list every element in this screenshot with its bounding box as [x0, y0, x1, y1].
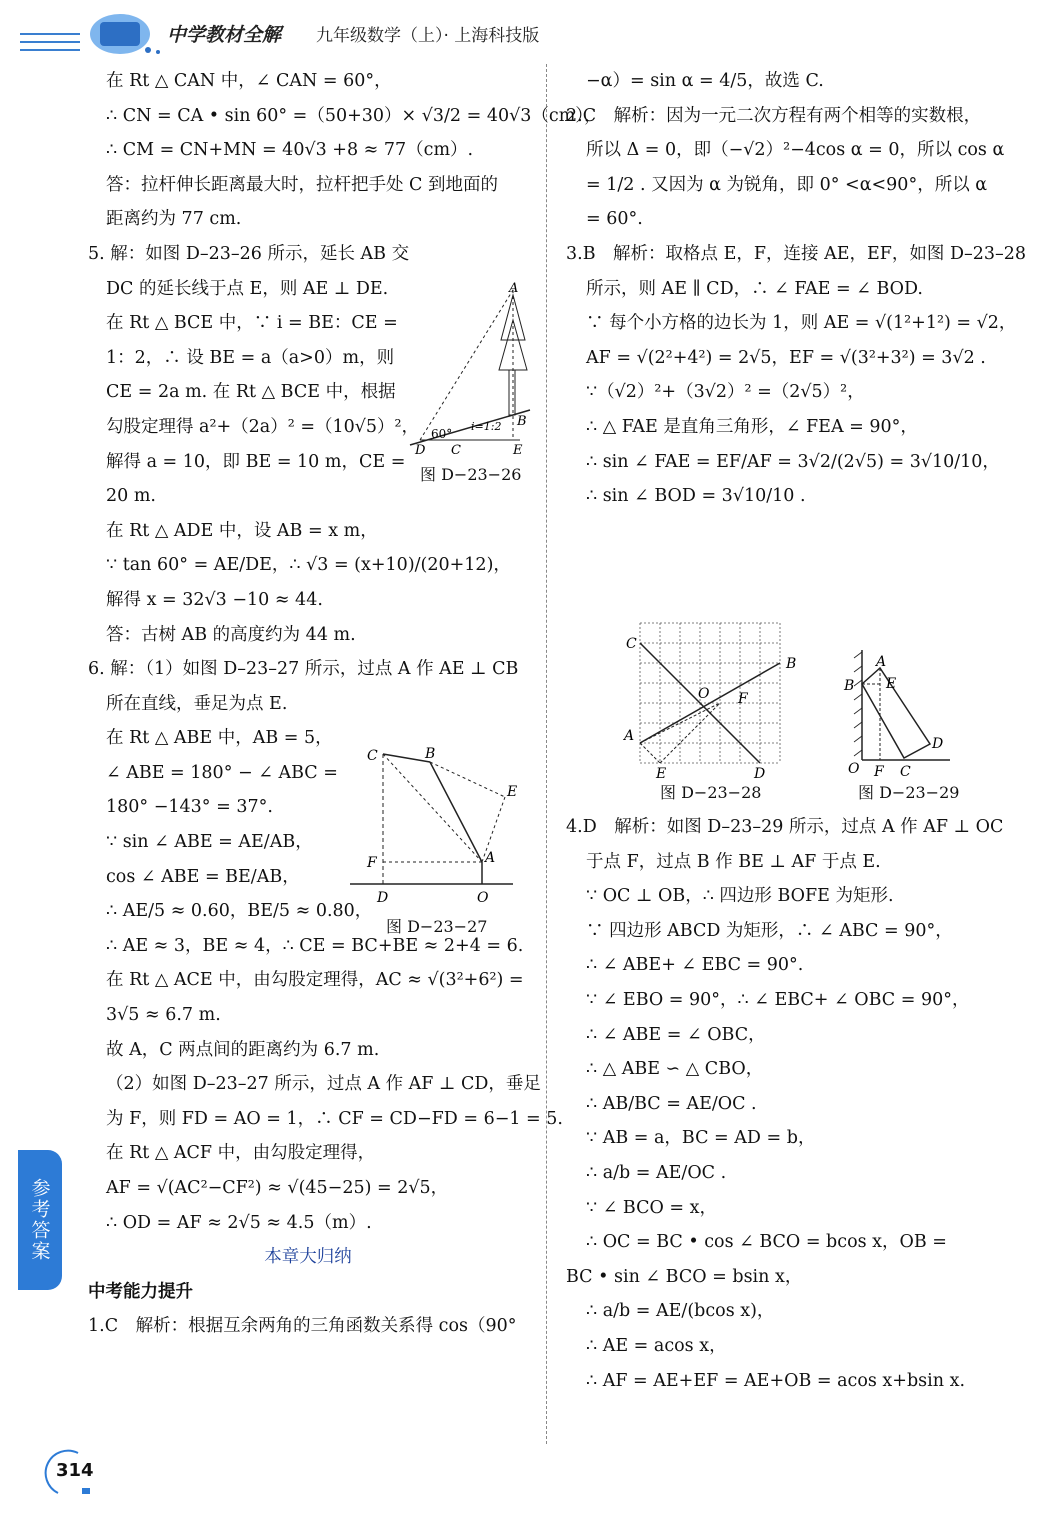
text-line: 答：古树 AB 的高度约为 44 m. — [106, 624, 356, 645]
label: A — [509, 281, 519, 296]
text-line: CE = 2a m. 在 Rt △ BCE 中，根据 — [106, 382, 396, 403]
label: E — [656, 766, 667, 778]
figure-d23-26 — [405, 280, 535, 455]
text-line: ∴ sin ∠ FAE = EF/AF = 3√2/(2√5) = 3√10/10， — [586, 451, 1000, 472]
label: B — [844, 678, 855, 694]
subsection-title: 中考能力提升 — [88, 1281, 193, 1302]
right-column-lower — [566, 810, 1016, 1398]
text-line: ∴ ∠ ABE+ ∠ EBC = 90°. — [586, 955, 804, 976]
text-line: ∵ ∠ BCO = x， — [586, 1197, 718, 1218]
page-number: 314 — [56, 1460, 94, 1481]
text-line: ∴ OD = AF ≈ 2√5 ≈ 4.5（m）. — [106, 1212, 372, 1233]
text-line: 在 Rt △ ACE 中，由勾股定理得，AC ≈ √(3²+6²) = — [106, 970, 524, 991]
text-line: ∴ ∠ ABE = ∠ OBC， — [586, 1024, 766, 1045]
text-line: ∴ AF = AE+EF = AE+OB = acos x+bsin x. — [586, 1370, 966, 1391]
text-line: ∴ AE ≈ 3，BE ≈ 4，∴ CE = BC+BE ≈ 2+4 = 6. — [106, 935, 524, 956]
label: F — [367, 855, 377, 871]
label: O — [477, 890, 489, 906]
text-line: 所示，则 AE ∥ CD，∴ ∠ FAE = ∠ BOD. — [586, 278, 923, 299]
label: D — [754, 766, 766, 778]
text-line: ∵（√2）²+（3√2）² =（2√5）²， — [586, 382, 865, 403]
figure-caption: 图 D−23−29 — [858, 783, 960, 802]
text-line: ∴ CN = CA • sin 60° =（50+30）× √3/2 = 40√3（cm）， — [106, 105, 602, 126]
label: F — [874, 764, 884, 780]
text-line: ∴ a/b = AE/OC . — [586, 1162, 727, 1183]
text-line: 3√5 ≈ 6.7 m. — [106, 1005, 221, 1026]
text-line: 故 A，C 两点间的距离约为 6.7 m. — [106, 1039, 380, 1060]
text-line: ∴ OC = BC • cos ∠ BCO = bcos x，OB = — [586, 1232, 947, 1253]
text-line: DC 的延长线于点 E，则 AE ⊥ DE. — [106, 278, 389, 299]
text-line: 2.C 解析：因为一元二次方程有两个相等的实数根， — [566, 105, 982, 126]
text-line: ∴ CM = CN+MN = 40√3 +8 ≈ 77（cm）. — [106, 140, 474, 161]
label: D — [377, 890, 389, 906]
text-line: 所在直线，垂足为点 E. — [106, 693, 288, 714]
text-line: ∴ △ FAE 是直角三角形，∠ FEA = 90°， — [586, 416, 918, 437]
text-line: ∵ OC ⊥ OB，∴ 四边形 BOFE 为矩形. — [586, 886, 894, 907]
label: A — [485, 850, 496, 866]
label: A — [624, 728, 635, 744]
text-line: 在 Rt △ ACF 中，由勾股定理得， — [106, 1143, 376, 1164]
right-column — [566, 64, 1027, 514]
text-line: ∵ sin ∠ ABE = AE/AB， — [106, 832, 313, 853]
text-line: 在 Rt △ CAN 中，∠ CAN = 60°， — [106, 71, 392, 91]
figure-caption: 图 D−23−26 — [420, 465, 522, 484]
text-line: ∴ sin ∠ BOD = 3√10/10 . — [586, 486, 806, 507]
book-title: 中学教材全解 — [167, 24, 282, 46]
label: i=1:2 — [471, 420, 502, 433]
column-divider — [546, 64, 547, 1444]
text-line: −α）= sin α = 4/5，故选 C. — [586, 71, 824, 91]
label: O — [848, 761, 860, 777]
text-line: 1.C 解析：根据互余两角的三角函数关系得 cos（90° — [88, 1316, 517, 1337]
label: F — [738, 691, 748, 707]
text-line: ∴ AE/5 ≈ 0.60，BE/5 ≈ 0.80， — [106, 901, 373, 922]
text-line: 3.B 解析：取格点 E，F，连接 AE，EF，如图 D–23–28 — [566, 243, 1027, 264]
text-line: AF = √(2²+4²) = 2√5，EF = √(3²+3²) = 3√2 . — [586, 347, 986, 368]
text-line: ∴ a/b = AE/(bcos x)， — [586, 1301, 775, 1322]
figure-d23-27 — [345, 742, 520, 907]
text-line: 180° −143° = 37°. — [106, 797, 273, 818]
label: E — [886, 676, 897, 692]
label: E — [507, 784, 518, 800]
book-subtitle: 九年级数学（上）· 上海科技版 — [316, 26, 540, 46]
figure-caption: 图 D−23−27 — [386, 917, 488, 936]
label: D — [932, 736, 944, 752]
text-line: 4.D 解析：如图 D–23–29 所示，过点 A 作 AF ⊥ OC — [566, 817, 1004, 837]
text-line: ∴ △ ABE ∽ △ CBO， — [586, 1059, 764, 1080]
text-line: 在 Rt △ BCE 中，∵ i = BE：CE = — [106, 313, 398, 334]
label: C — [451, 443, 461, 455]
text-line: = 60°. — [586, 209, 643, 230]
label: 60° — [431, 427, 453, 441]
text-line: ∵ AB = a，BC = AD = b， — [586, 1128, 816, 1149]
figure-d23-28 — [620, 618, 810, 778]
text-line: cos ∠ ABE = BE/AB， — [106, 866, 300, 887]
text-line: ∵ tan 60° = AE/DE，∴ √3 = (x+10)/(20+12)， — [106, 555, 511, 576]
text-line: 20 m. — [106, 486, 156, 507]
text-line: ∠ ABE = 180° − ∠ ABC = — [106, 762, 338, 783]
label: D — [415, 443, 426, 455]
text-line: = 1/2 . 又因为 α 为锐角，即 0° <α<90°，所以 α — [586, 174, 988, 195]
text-line: 勾股定理得 a²+（2a）² =（10√5）²， — [106, 416, 420, 437]
label: B — [425, 746, 436, 762]
page-header — [0, 0, 1059, 60]
text-line: ∵ 每个小方格的边长为 1，则 AE = √(1²+1²) = √2， — [586, 313, 1017, 334]
text-line: 1：2，∴ 设 BE = a（a>0）m，则 — [106, 347, 395, 368]
label: B — [517, 414, 527, 429]
text-line: 在 Rt △ ABE 中，AB = 5， — [106, 728, 333, 749]
text-line: AF = √(AC²−CF²) ≈ √(45−25) = 2√5， — [106, 1178, 449, 1198]
text-line: 所以 Δ = 0，即（−√2）²−4cos α = 0，所以 cos α — [586, 140, 1005, 161]
text-line: 为 F，则 FD = AO = 1，∴ CF = CD−FD = 6−1 = 5. — [106, 1108, 563, 1129]
left-column — [88, 64, 602, 1344]
side-tab: 参考答案 — [18, 1150, 62, 1290]
text-line: 答：拉杆伸长距离最大时，拉杆把手处 C 到地面的 — [106, 174, 499, 195]
figure-caption: 图 D−23−28 — [660, 783, 762, 802]
book-logo-icon — [20, 6, 190, 62]
text-line: BC • sin ∠ BCO = bsin x， — [566, 1266, 803, 1287]
label: B — [786, 656, 797, 672]
text-line: ∴ AE = acos x， — [586, 1335, 727, 1356]
text-line: 5. 解：如图 D–23–26 所示，延长 AB 交 — [88, 243, 410, 264]
text-line: （2）如图 D–23–27 所示，过点 A 作 AF ⊥ CD，垂足 — [106, 1074, 541, 1095]
section-title: 本章大归纳 — [264, 1247, 352, 1268]
text-line: 6. 解：（1）如图 D–23–27 所示，过点 A 作 AE ⊥ CB — [88, 659, 519, 680]
text-line: 在 Rt △ ADE 中，设 AB = x m， — [106, 520, 378, 541]
figure-d23-29 — [840, 648, 960, 783]
label: A — [876, 654, 887, 670]
label: C — [900, 764, 911, 780]
text-line: 解得 a = 10，即 BE = 10 m，CE = — [106, 451, 406, 472]
text-line: ∵ 四边形 ABCD 为矩形，∴ ∠ ABC = 90°， — [586, 920, 953, 941]
label: C — [367, 748, 378, 764]
label: O — [698, 686, 710, 702]
text-line: 距离约为 77 cm. — [106, 209, 242, 230]
label: E — [513, 443, 523, 455]
label: C — [626, 636, 637, 652]
text-line: ∴ AB/BC = AE/OC . — [586, 1093, 757, 1114]
text-line: 解得 x = 32√3 −10 ≈ 44. — [106, 589, 323, 610]
text-line: 于点 F，过点 B 作 BE ⊥ AF 于点 E. — [586, 851, 881, 872]
text-line: ∵ ∠ EBO = 90°，∴ ∠ EBC+ ∠ OBC = 90°， — [586, 989, 970, 1010]
